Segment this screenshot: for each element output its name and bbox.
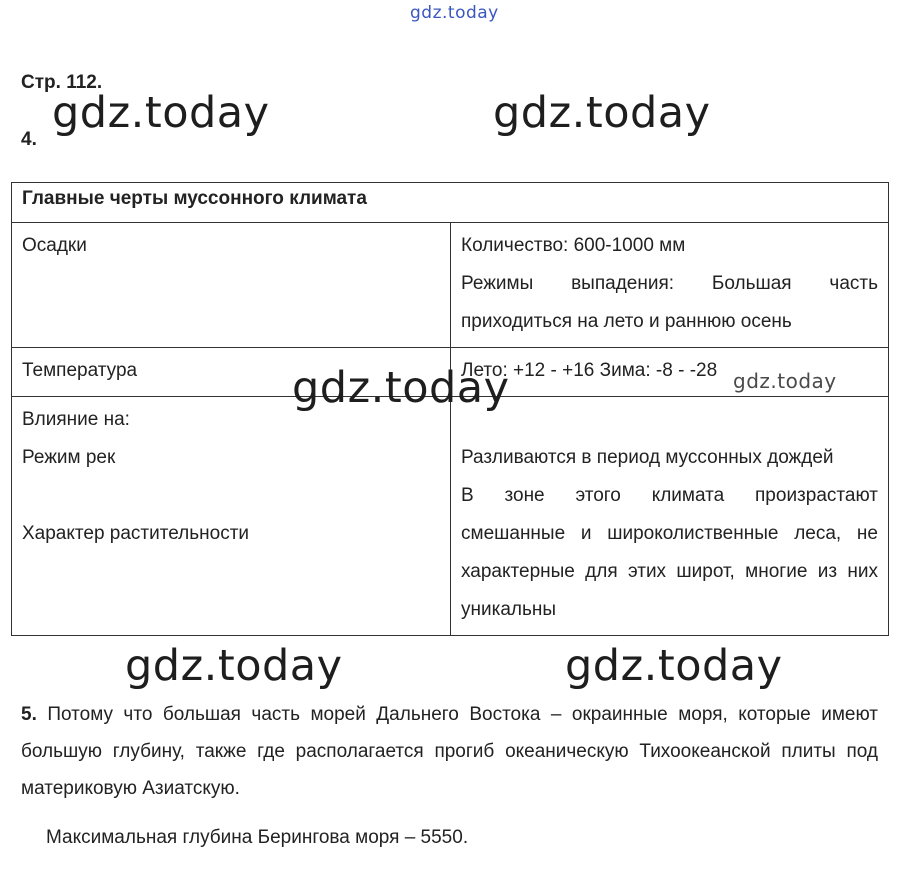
row-label: Влияние на:	[22, 409, 130, 430]
task-5-text: Потому что большая часть морей Дальнего Востока – окраинные моря, которые имеют большую глубину, также где располагается прогиб океаническую Тихоокеанской плиты под материковую Азиатскую.	[21, 704, 878, 799]
row-label: Температура	[22, 360, 138, 381]
cell-text: В зоне этого климата произрастают смешанные и широколиственные леса, не характерные для этих широт, многие из них уникальны	[461, 485, 878, 620]
task-5-number: 5.	[21, 704, 37, 725]
watermark: gdz.today	[125, 641, 343, 691]
watermark: gdz.today	[292, 363, 510, 413]
row-label: Характер растительности	[22, 523, 250, 544]
watermark: gdz.today	[52, 88, 270, 138]
table-row	[12, 223, 889, 348]
table-header-row	[12, 183, 889, 223]
table-cell	[12, 223, 451, 348]
cell-text: Количество: 600-1000 мм	[461, 235, 686, 256]
watermark: gdz.today	[565, 641, 783, 691]
table-cell	[12, 397, 451, 636]
watermark: gdz.today	[733, 369, 837, 393]
table-cell	[451, 397, 889, 636]
depth-note: Максимальная глубина Берингова моря – 5550.	[46, 827, 469, 848]
task-5-paragraph	[21, 696, 878, 807]
table-row	[12, 397, 889, 636]
cell-text: Режимы выпадения: Большая часть приходиться на лето и раннюю осень	[461, 273, 878, 332]
task-4-label: 4.	[21, 129, 37, 150]
cell-text: Лето: +12 - +16 Зима: -8 - -28	[461, 360, 718, 381]
table-cell	[451, 223, 889, 348]
cell-text: Разливаются в период муссонных дождей	[461, 447, 834, 468]
watermark-top: gdz.today	[410, 3, 499, 23]
row-label: Режим рек	[22, 447, 116, 468]
page-label: Стр. 112.	[21, 72, 103, 93]
row-label: Осадки	[22, 235, 87, 256]
table-header: Главные черты муссонного климата	[12, 183, 889, 223]
watermark: gdz.today	[493, 88, 711, 138]
